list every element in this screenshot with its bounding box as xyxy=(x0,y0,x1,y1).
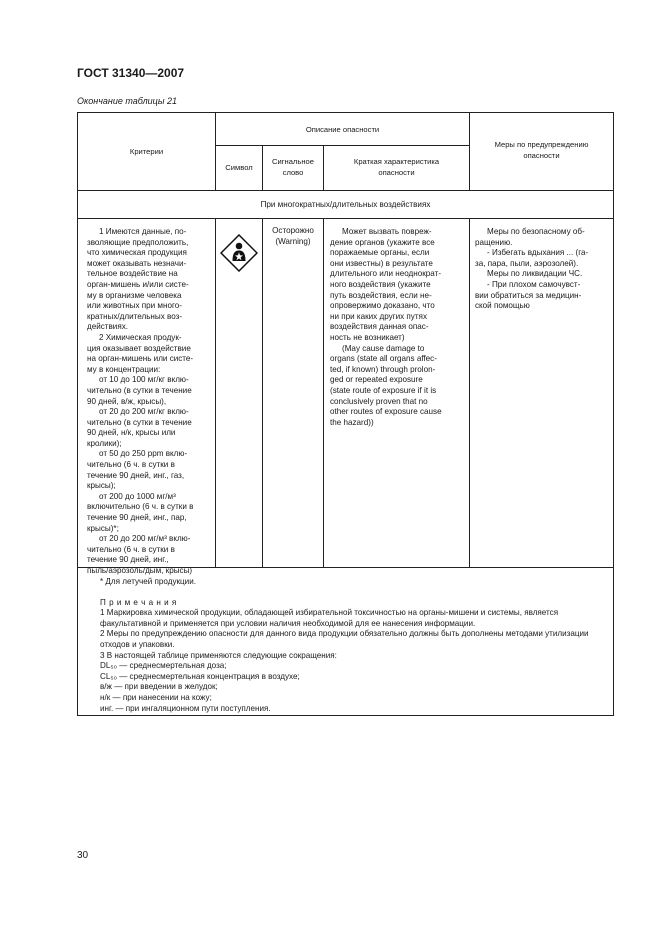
precaution-line: - Избегать вдыхания ... (га- xyxy=(487,248,589,258)
criteria-line: крысы)*; xyxy=(87,523,119,533)
criteria-line: от 10 до 100 мг/кг вклю- xyxy=(99,375,189,385)
header-signal-word: Сигнальное слово xyxy=(272,157,314,177)
divider-hazard-subheader xyxy=(215,145,469,146)
divider-header-bottom xyxy=(77,190,614,191)
footnote: * Для летучей продукции. xyxy=(100,577,196,586)
header-precautions: Меры по предупреждению опасности xyxy=(494,140,589,160)
criteria-line: ция оказывает воздействие xyxy=(87,343,191,353)
criteria-line: тельное воздействие на xyxy=(87,269,178,279)
precaution-line: Меры по безопасному об- xyxy=(487,227,585,236)
table-border-bottom xyxy=(77,715,614,716)
description-line: они известны) в результате xyxy=(330,258,433,268)
header-short-description: Краткая характеристика опасности xyxy=(353,157,440,177)
description-line: длительного или неоднократ- xyxy=(330,269,442,279)
description-line: воздействия данная опас- xyxy=(330,322,429,332)
criteria-line: му в организме человека xyxy=(87,290,182,300)
table-continuation-caption: Окончание таблицы 21 xyxy=(77,96,177,106)
criteria-line: 90 дней, в/ж, крысы), xyxy=(87,396,167,406)
criteria-line: действиях. xyxy=(87,322,128,332)
description-line: (state route of exposure if it is xyxy=(330,385,437,395)
criteria-line: от 20 до 200 мг/кг вклю- xyxy=(99,407,189,417)
criteria-line: орган-мишень и/или систе- xyxy=(87,279,189,289)
description-line: ного воздействия (укажите xyxy=(330,279,431,289)
note-item: 1 Маркировка химической продукции, обладающей избирательной токсичностью на органы-мишени и системы, является факультативной и применяется при условии наличия необходимой для ее нанесения информации. xyxy=(100,608,559,628)
criteria-line: может оказывать незначи- xyxy=(87,258,187,268)
divider-criteria-body xyxy=(215,218,216,568)
criteria-line: что химическая продукция xyxy=(87,248,187,258)
criteria-line: течение 90 дней, инг., пар, xyxy=(87,513,187,523)
precaution-line: вии обратиться за медицин- xyxy=(475,290,582,300)
description-line: conclusively proven that no xyxy=(330,396,428,406)
description-line: опровержимо доказано, что xyxy=(330,301,435,311)
divider-symbol-body xyxy=(262,218,263,568)
table-border-right xyxy=(613,112,614,716)
table-notes xyxy=(100,577,612,714)
signal-word-cell xyxy=(263,226,323,247)
description-line: дение органов (укажите все xyxy=(330,237,435,247)
description-line: the hazard)) xyxy=(330,417,374,427)
criteria-line: течение 90 дней, инг., газ, xyxy=(87,470,185,480)
description-line: ted, if known) through prolon- xyxy=(330,364,436,374)
page-number: 30 xyxy=(77,850,89,861)
description-cell xyxy=(330,227,465,428)
criteria-line: течение 90 дней, инг., xyxy=(87,555,169,565)
criteria-line: включительно (6 ч. в сутки в xyxy=(87,502,194,512)
signal-word: Осторожно xyxy=(272,226,314,235)
description-line: organs (state all organs affec- xyxy=(330,354,437,364)
precaution-line: ской помощью xyxy=(475,301,530,311)
criteria-line: от 50 до 250 ppm вклю- xyxy=(99,449,188,459)
section-title: При многократных/длительных воздействиях xyxy=(260,200,431,209)
note-item: DL₅₀ — среднесмертельная доза; xyxy=(100,661,227,671)
health-hazard-icon xyxy=(220,234,258,272)
header-hazard-description: Описание опасности xyxy=(305,125,380,134)
header-symbol: Символ xyxy=(225,163,253,172)
description-line: (May cause damage to xyxy=(342,343,425,353)
table-border-top xyxy=(77,112,614,113)
criteria-line: кратных/длительных воз- xyxy=(87,311,183,321)
criteria-line: чительно (в сутки в течение xyxy=(87,417,192,427)
criteria-line: от 20 до 200 мг/м³ вклю- xyxy=(99,534,191,544)
criteria-line: 90 дней, н/к, крысы или xyxy=(87,428,176,438)
criteria-line: чительно (6 ч. в сутки в xyxy=(87,544,175,554)
note-item: инг. — при ингаляционном пути поступления. xyxy=(100,703,271,713)
note-item: в/ж — при введении в желудок; xyxy=(100,682,218,692)
note-item: 3 В настоящей таблице применяются следующие сокращения: xyxy=(100,650,337,660)
document-title: ГОСТ 31340—2007 xyxy=(77,66,185,80)
divider-precautions-body xyxy=(469,218,470,568)
criteria-cell xyxy=(87,227,210,577)
divider-signal-body xyxy=(323,218,324,568)
precaution-line: - При плохом самочувст- xyxy=(487,279,581,289)
criteria-line: 1 Имеются данные, по- xyxy=(99,227,187,236)
description-line: ность не возникает) xyxy=(330,332,405,342)
criteria-line: 2 Химическая продук- xyxy=(99,332,182,342)
criteria-line: на орган-мишень или систе- xyxy=(87,354,194,364)
criteria-line: зволяющие предположить, xyxy=(87,237,189,247)
notes-heading: П р и м е ч а н и я xyxy=(100,597,177,607)
description-line: ged or repeated exposure xyxy=(330,375,423,385)
criteria-line: чительно (в сутки в течение xyxy=(87,385,192,395)
precautions-cell xyxy=(475,227,609,312)
precaution-line: ращению. xyxy=(475,237,513,247)
precaution-line: за, пара, пыли, аэрозолей). xyxy=(475,258,579,268)
criteria-line: пыль/аэрозоль/дым, крысы) xyxy=(87,566,193,575)
note-item: CL₅₀ — среднесмертельная концентрация в воздухе; xyxy=(100,671,300,681)
criteria-line: от 200 до 1000 мг/м³ xyxy=(99,491,176,501)
criteria-line: му в концентрации: xyxy=(87,364,161,374)
precaution-line: Меры по ликвидации ЧС. xyxy=(487,269,583,279)
signal-word-english: (Warning) xyxy=(275,236,311,246)
description-line: Может вызвать повреж- xyxy=(342,227,432,236)
criteria-line: чительно (6 ч. в сутки в xyxy=(87,460,175,470)
divider-section-bottom xyxy=(77,218,614,219)
criteria-line: или животных при много- xyxy=(87,301,182,311)
description-line: поражаемые органы, если xyxy=(330,248,430,258)
criteria-line: кролики); xyxy=(87,438,122,448)
description-line: путь воздействия, если не- xyxy=(330,290,432,300)
description-line: other routes of exposure cause xyxy=(330,407,442,417)
note-item: 2 Меры по предупреждению опасности для данного вида продукции обязательно должны быть дополнены методами утилизации отходов и упаковки. xyxy=(100,629,589,649)
header-criteria: Критерии xyxy=(129,147,164,156)
criteria-line: крысы); xyxy=(87,481,116,491)
description-line: ни при каких других путях xyxy=(330,311,427,321)
note-item: н/к — при нанесении на кожу; xyxy=(100,692,212,702)
